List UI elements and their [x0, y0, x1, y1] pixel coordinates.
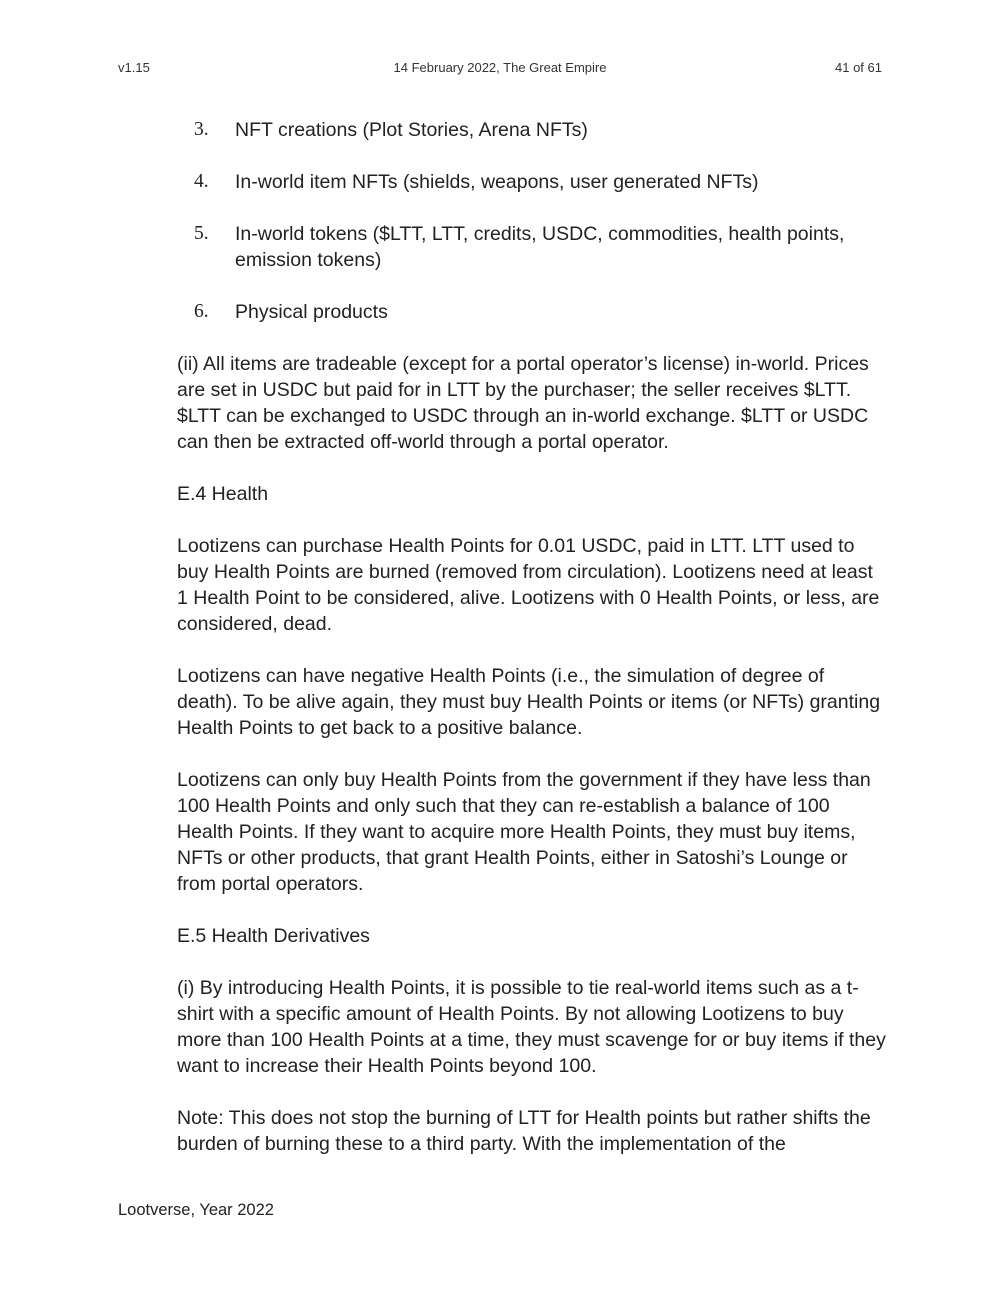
list-item	[177, 299, 887, 325]
section-heading-e4: E.4 Health	[177, 483, 269, 505]
list-text: NFT creations (Plot Stories, Arena NFTs)	[235, 119, 588, 141]
document-body	[177, 117, 887, 1183]
paragraph-e4-3: Lootizens can only buy Health Points from the government if they have less than 100 Health Points and only such that they can re-establish a balance of 100 Health Points. If they want to acquire more Health Points, they must buy items, NFTs or other products, that grant Health Points, either in Satoshi’s Lounge or from portal operators.	[177, 769, 871, 895]
list-number: 3.	[194, 119, 209, 140]
list-item	[177, 117, 887, 143]
list-number: 6.	[194, 301, 209, 322]
page-header	[118, 60, 882, 80]
list-item	[177, 169, 887, 195]
list-item	[177, 221, 887, 273]
paragraph-ii: (ii) All items are tradeable (except for a portal operator’s license) in-world. Prices are set in USDC but paid for in LTT by the purchaser; the seller receives $LTT. $LTT can be exchanged to USDC through an in-world exchange. $LTT or USDC can then be extracted off-world through a portal operator.	[177, 353, 869, 453]
version-label: v1.15	[118, 60, 150, 75]
header-title: 14 February 2022, The Great Empire	[393, 60, 607, 75]
paragraph-e5-1: (i) By introducing Health Points, it is possible to tie real-world items such as a t-shirt with a specific amount of Health Points. By not allowing Lootizens to buy more than 100 Health Points at a time, they must scavenge for or buy items if they want to increase their Health Points beyond 100.	[177, 977, 886, 1077]
paragraph-e4-2: Lootizens can have negative Health Points (i.e., the simulation of degree of death). To be alive again, they must buy Health Points or items (or NFTs) granting Health Points to get back to a positive balance.	[177, 665, 881, 739]
list-text: Physical products	[235, 301, 388, 323]
list-number: 4.	[194, 171, 209, 192]
list-text: In-world tokens ($LTT, LTT, credits, USDC, commodities, health points, emission tokens)	[235, 223, 845, 271]
paragraph-e5-note: Note: This does not stop the burning of LTT for Health points but rather shifts the burden of burning these to a third party. With the implementation of the	[177, 1107, 871, 1155]
section-heading-e5: E.5 Health Derivatives	[177, 925, 370, 947]
list-text: In-world item NFTs (shields, weapons, user generated NFTs)	[235, 171, 759, 193]
page-footer: Lootverse, Year 2022	[118, 1201, 274, 1219]
page-number: 41 of 61	[835, 60, 882, 75]
list-number: 5.	[194, 223, 209, 244]
paragraph-e4-1: Lootizens can purchase Health Points for 0.01 USDC, paid in LTT. LTT used to buy Health Points are burned (removed from circulation). Lootizens need at least 1 Health Point to be considered, alive. Lootizens with 0 Health Points, or less, are considered, dead.	[177, 535, 880, 635]
